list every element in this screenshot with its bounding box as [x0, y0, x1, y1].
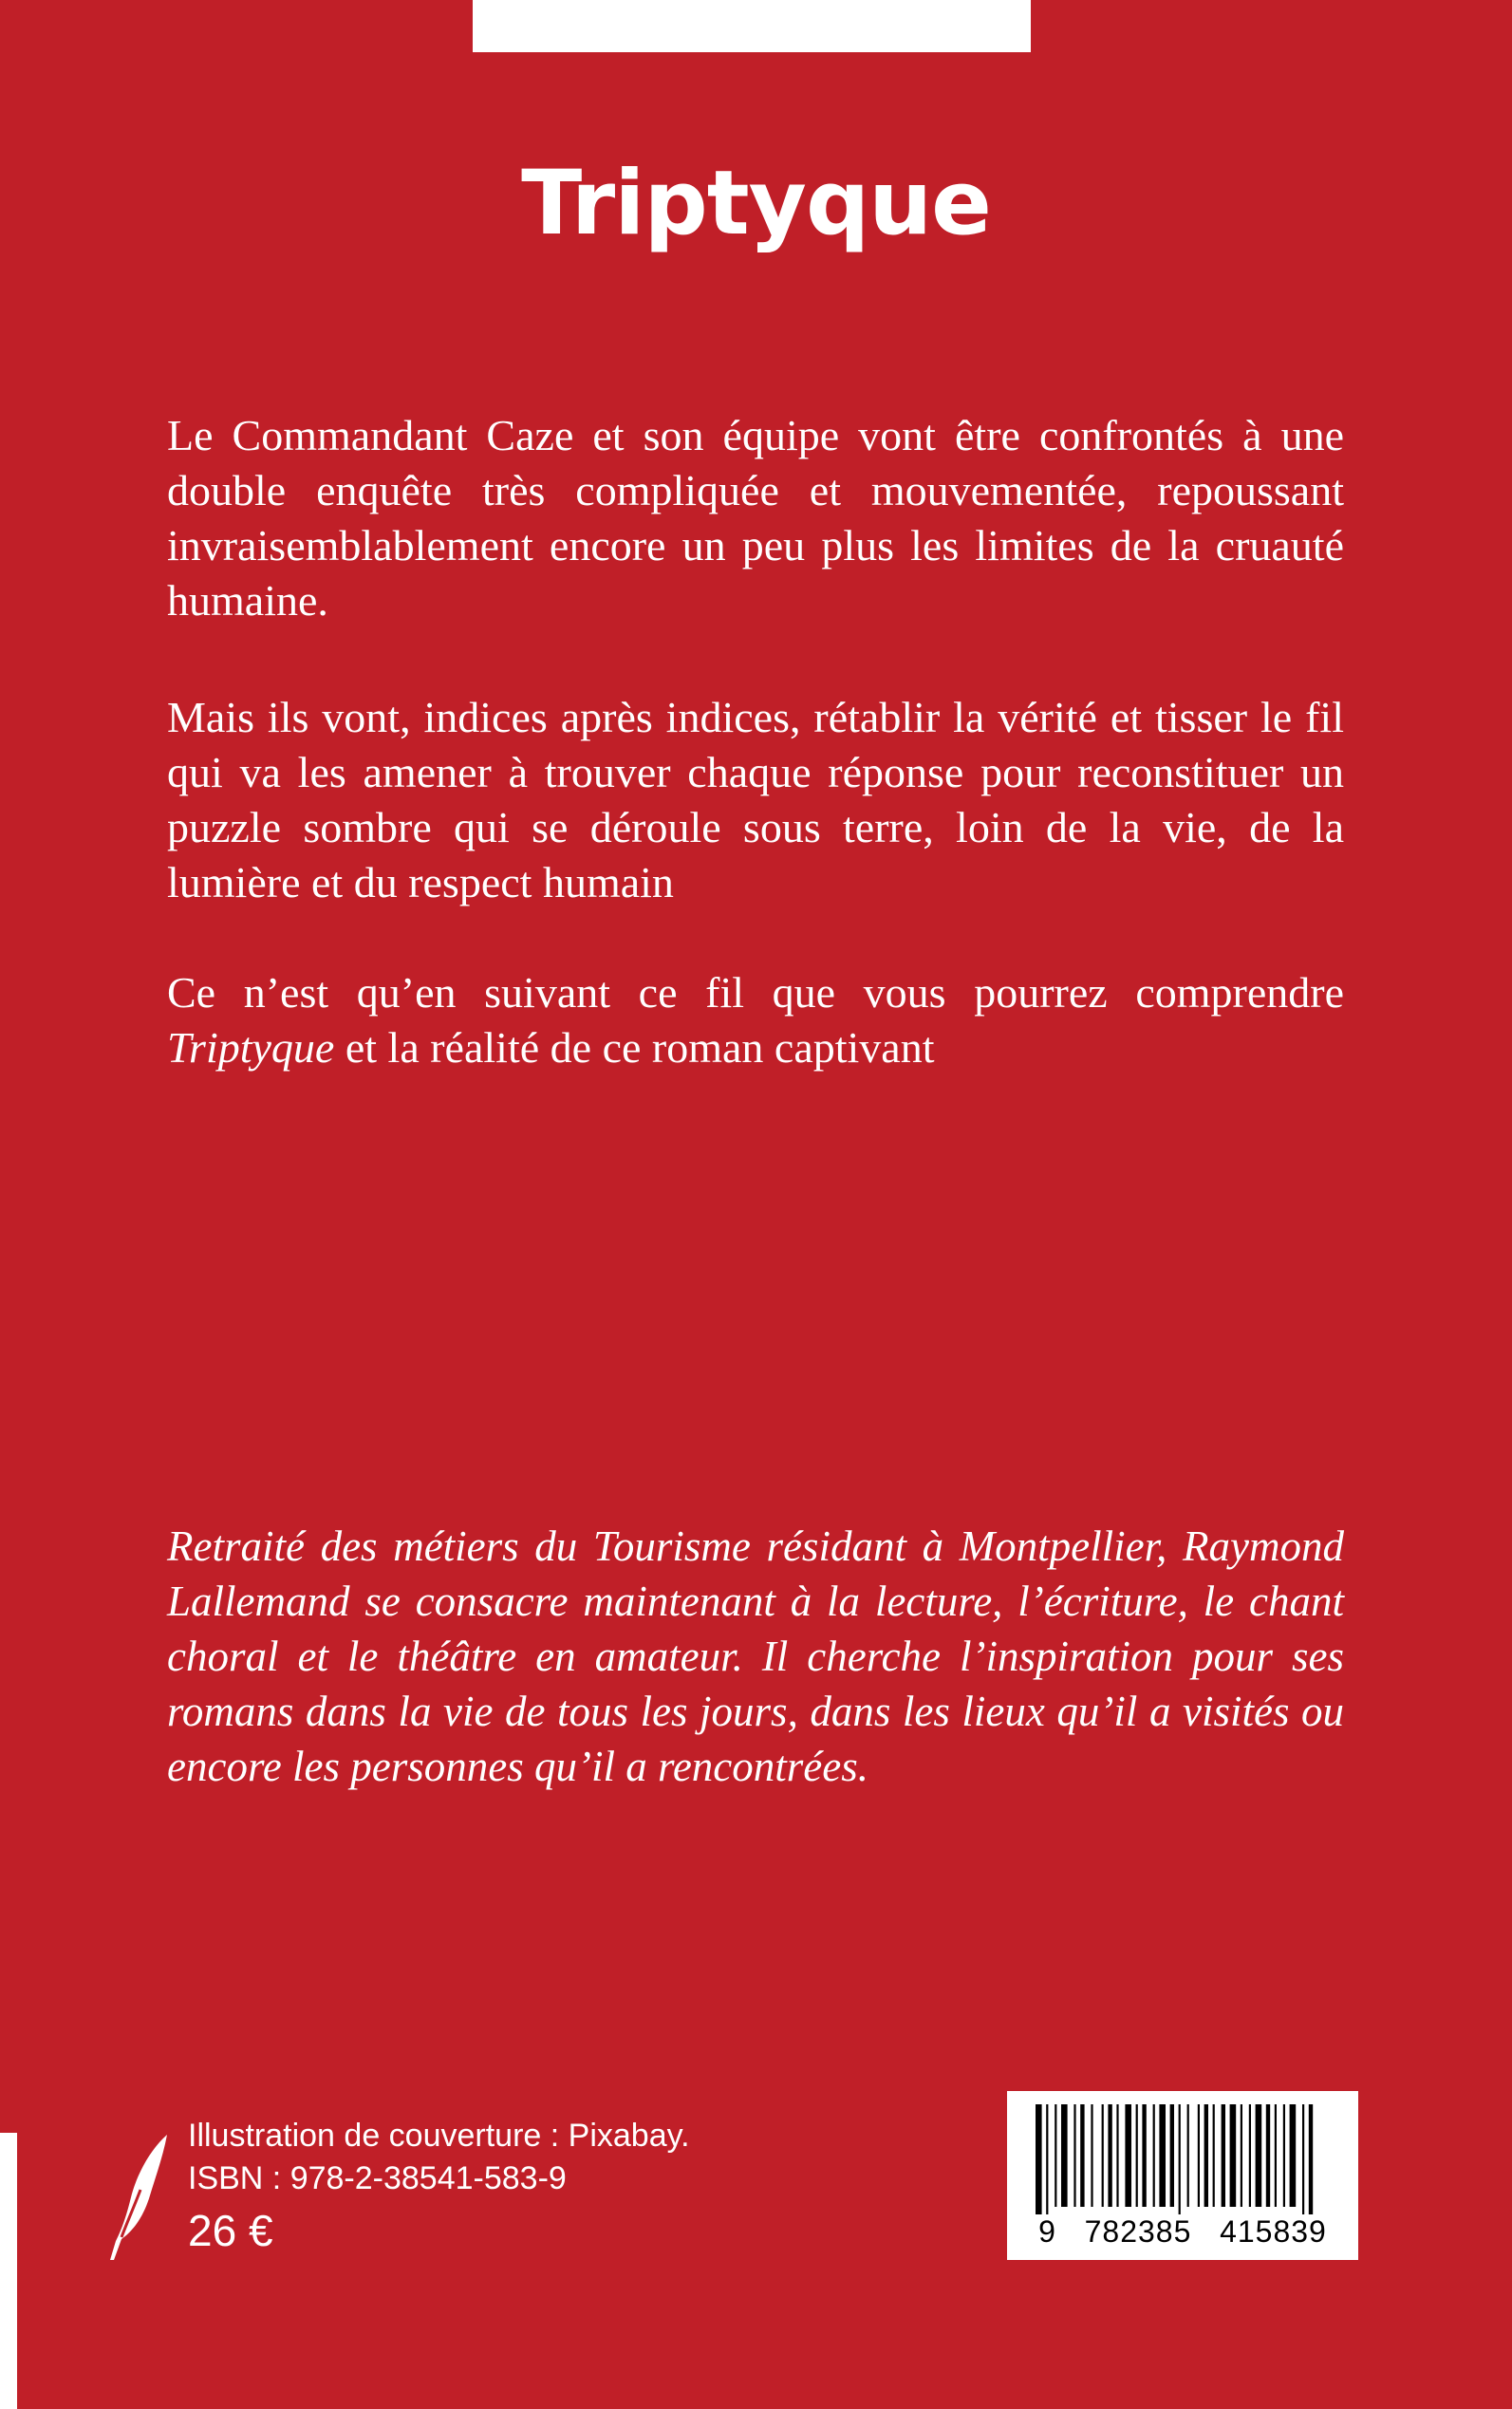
barcode-bar [1230, 2104, 1237, 2207]
illustration-credit: Illustration de couverture : Pixabay. [188, 2118, 690, 2154]
barcode-bar [1102, 2104, 1104, 2207]
book-title: Triptyque [521, 152, 991, 255]
barcode-bar [1080, 2104, 1084, 2207]
summary-paragraph-2: Mais ils vont, indices après indices, rétablir la vérité et tisser le fil qui va les amener à trouver chaque réponse pour reconstituer un puzzle sombre qui se déroule sous terre, loin de la vie, de la lumière et du respect humain [167, 693, 1344, 906]
left-white-strip [0, 2133, 17, 2409]
barcode-bar [1073, 2104, 1075, 2207]
top-white-tab [473, 0, 1031, 52]
barcode-bar [1266, 2104, 1270, 2207]
barcode-bar [1302, 2104, 1304, 2214]
barcode-bar [1222, 2104, 1225, 2207]
barcode-bar [1136, 2104, 1138, 2207]
barcode-bar [1046, 2104, 1048, 2214]
barcode-bar [1055, 2104, 1056, 2207]
barcode-bar [1108, 2104, 1111, 2207]
barcode-bar [1170, 2104, 1174, 2207]
summary-paragraph-1: Le Commandant Caze et son équipe vont être confrontés à une double enquête très compliquée et mouvementée, repoussant invraisemblablement encore un peu plus les limites de la cruauté humaine. [167, 411, 1344, 625]
summary-paragraph-3-lead: Ce n’est qu’en suivant ce fil que vous pourrez comprendre [167, 968, 1344, 1017]
price: 26 € [188, 2206, 273, 2255]
title-reference: Triptyque [167, 1023, 335, 1072]
barcode-bar [1036, 2104, 1042, 2214]
barcode [1007, 2091, 1358, 2260]
barcode-bar [1198, 2104, 1200, 2207]
barcode-bar [1116, 2104, 1118, 2207]
barcode-bar [1204, 2104, 1208, 2207]
summary-paragraph-3 [167, 965, 1344, 1075]
barcode-bars [1007, 2091, 1358, 2214]
barcode-bar [1283, 2104, 1285, 2207]
barcode-digits: 9 782385 415839 [1038, 2214, 1327, 2249]
barcode-bar [1142, 2104, 1146, 2207]
author-bio: Retraité des métiers du Tourisme résidant à Montpellier, Raymond Lallemand se consacre maintenant à la lecture, l’écriture, le chant choral et le théâtre en amateur. Il cherche l’inspiration pour ses romans dans la vie de tous les jours, dans les lieux qu’il a visités ou encore les personnes qu’il a rencontrées. [167, 1522, 1344, 1790]
barcode-bar [1153, 2104, 1155, 2207]
barcode-bar [1187, 2104, 1189, 2207]
barcode-bar [1241, 2104, 1242, 2207]
barcode-bar [1309, 2104, 1313, 2214]
barcode-bar [1275, 2104, 1277, 2207]
isbn-number: ISBN : 978-2-38541-583-9 [188, 2160, 567, 2196]
barcode-bar [1256, 2104, 1262, 2207]
barcode-bar [1159, 2104, 1166, 2207]
barcode-bar [1061, 2104, 1068, 2207]
feather-quill-icon [103, 2131, 171, 2264]
barcode-bar [1125, 2104, 1131, 2207]
barcode-bar [1213, 2104, 1215, 2207]
barcode-bar [1091, 2104, 1092, 2207]
barcode-bar [1290, 2104, 1297, 2207]
barcode-bar [1179, 2104, 1181, 2214]
credits-block [188, 2115, 690, 2259]
summary-paragraph-3-tail: et la réalité de ce roman captivant [334, 1023, 935, 1072]
barcode-bar [1249, 2104, 1251, 2207]
